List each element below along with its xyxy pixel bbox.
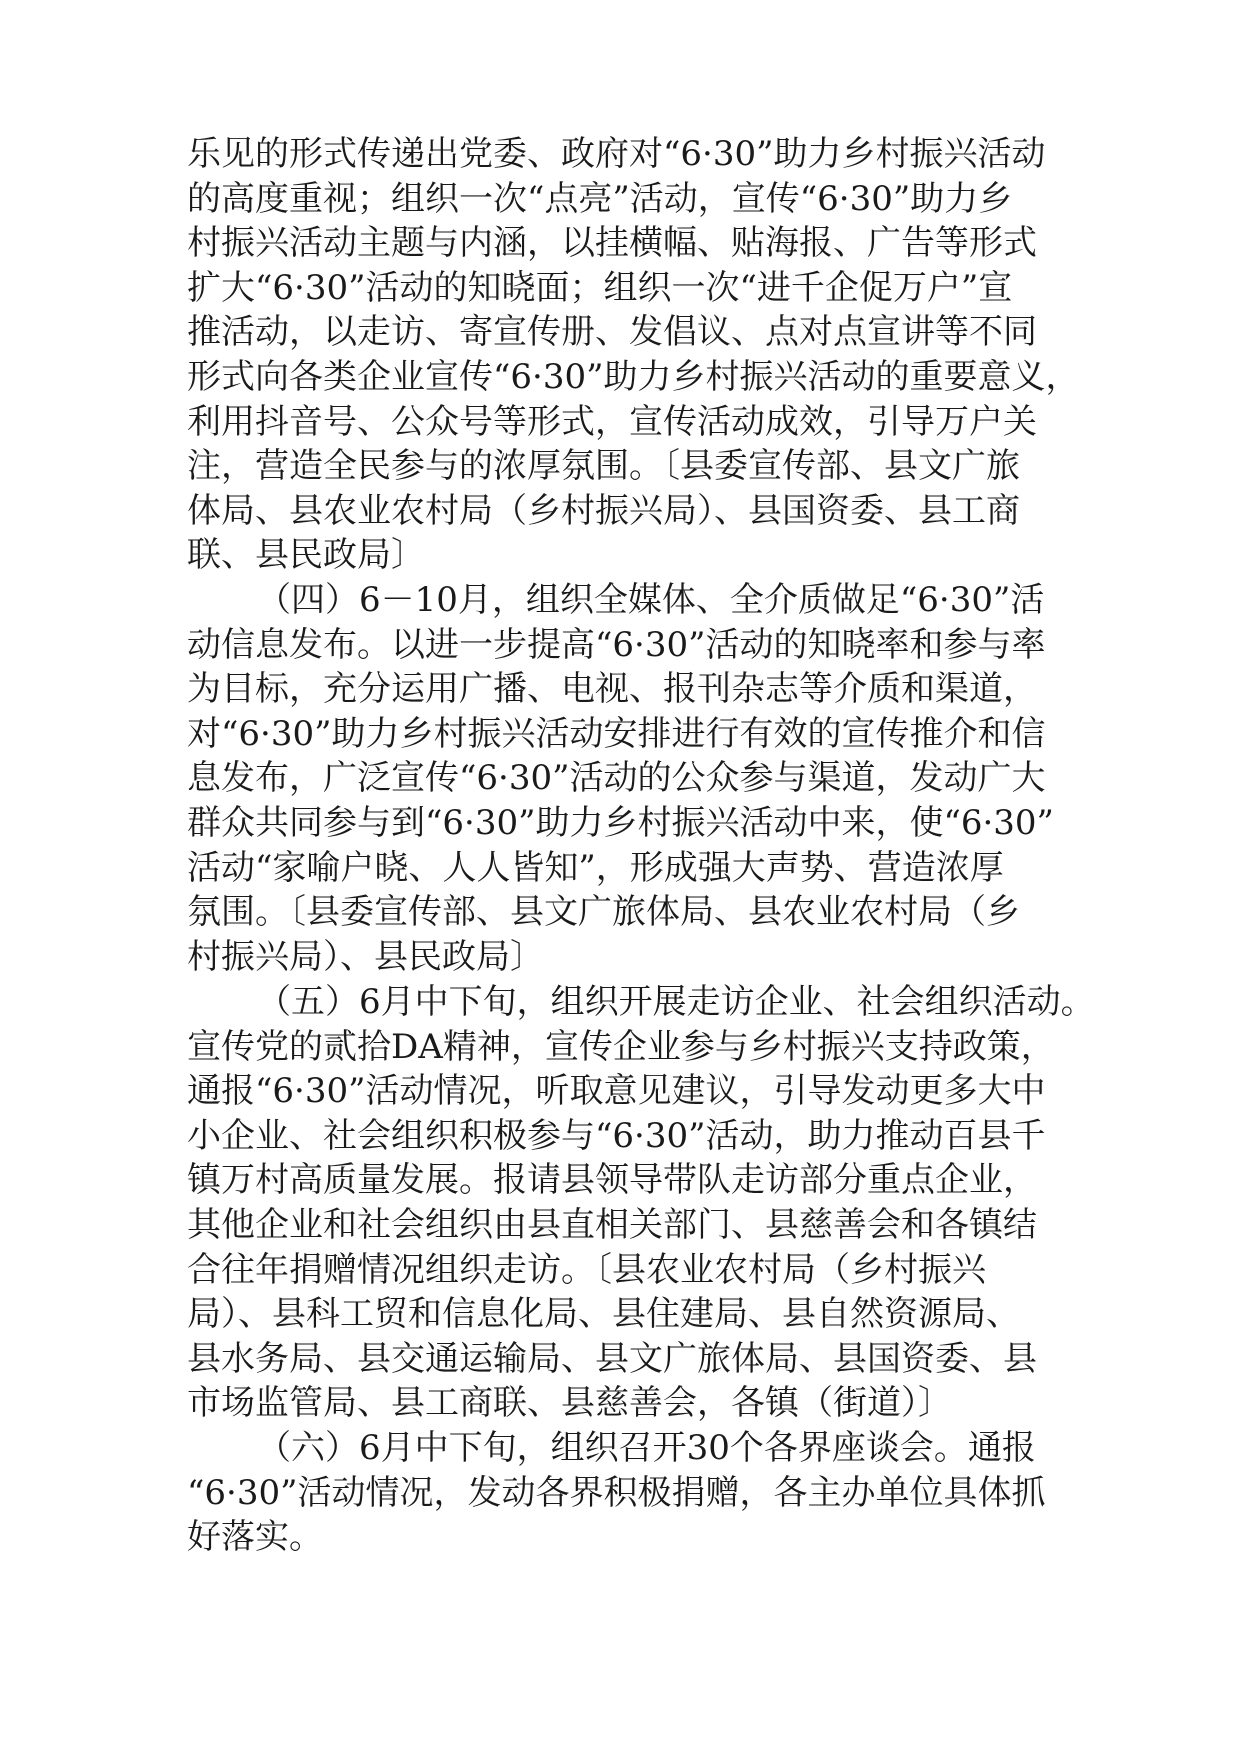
- paragraph-section-4: [187, 578, 1087, 979]
- text-line: 注，营造全民参与的浓厚氛围。〔县委宣传部、县文广旅: [187, 446, 1020, 487]
- text-line: 合往年捐赠情况组织走访。〔县农业农村局（乡村振兴: [187, 1249, 986, 1290]
- paragraph-section-5: [187, 980, 1095, 1426]
- text-line: 村振兴局）、县民政局〕: [187, 936, 544, 977]
- text-line: 推活动，以走访、寄宣传册、发倡议、点对点宣讲等不同: [187, 312, 1037, 353]
- text-line: 镇万村高质量发展。报请县领导带队走访部分重点企业，: [187, 1160, 1037, 1201]
- text-line: 动信息发布。以进一步提高“6·30”活动的知晓率和参与率: [187, 624, 1046, 665]
- paragraph-section-6: [187, 1426, 1087, 1560]
- text-line: 息发布，广泛宣传“6·30”活动的公众参与渠道，发动广大: [187, 758, 1046, 799]
- text-line: 好落实。: [187, 1517, 323, 1558]
- text-line: （五）6月中下旬，组织开展走访企业、社会组织活动。: [257, 982, 1095, 1022]
- text-line: 对“6·30”助力乡村振兴活动安排进行有效的宣传推介和信: [187, 713, 1046, 754]
- text-line: 小企业、社会组织积极参与“6·30”活动，助力推动百县千: [187, 1115, 1046, 1156]
- text-line: （四）6－10月，组织全媒体、全介质做足“6·30”活: [257, 580, 1045, 620]
- text-line: 通报“6·30”活动情况，听取意见建议，引导发动更多大中: [187, 1071, 1046, 1112]
- text-line: 形式向各类企业宣传“6·30”助力乡村振兴活动的重要意义，: [187, 356, 1080, 397]
- text-line: 的高度重视；组织一次“点亮”活动，宣传“6·30”助力乡: [187, 178, 1013, 219]
- text-line: “6·30”活动情况，发动各界积极捐赠，各主办单位具体抓: [187, 1472, 1046, 1513]
- text-line: 扩大“6·30”活动的知晓面；组织一次“进千企促万户”宣: [187, 267, 1013, 308]
- text-line: 群众共同参与到“6·30”助力乡村振兴活动中来，使“6·30”: [187, 802, 1054, 843]
- text-line: 利用抖音号、公众号等形式，宣传活动成效，引导万户关: [187, 401, 1037, 442]
- text-line: 市场监管局、县工商联、县慈善会，各镇（街道）〕: [187, 1383, 952, 1424]
- text-line: 宣传党的贰拾DA精神，宣传企业参与乡村振兴支持政策，: [187, 1026, 1055, 1067]
- text-line: 氛围。〔县委宣传部、县文广旅体局、县农业农村局（乡: [187, 892, 1020, 933]
- text-line: 县水务局、县交通运输局、县文广旅体局、县国资委、县: [187, 1338, 1037, 1379]
- text-line: 乐见的形式传递出党委、政府对“6·30”助力乡村振兴活动: [187, 134, 1046, 174]
- paragraph-continuation: [187, 132, 1087, 578]
- text-line: 村振兴活动主题与内涵，以挂横幅、贴海报、广告等形式: [187, 223, 1037, 264]
- text-line: 联、县民政局〕: [187, 535, 425, 576]
- text-line: 局）、县科工贸和信息化局、县住建局、县自然资源局、: [187, 1294, 1020, 1335]
- text-line: 活动“家喻户晓、人人皆知”，形成强大声势、营造浓厚: [187, 847, 1004, 888]
- text-line: 其他企业和社会组织由县直相关部门、县慈善会和各镇结: [187, 1204, 1037, 1245]
- text-line: 体局、县农业农村局（乡村振兴局）、县国资委、县工商: [187, 490, 1020, 531]
- text-line: （六）6月中下旬，组织召开30个各界座谈会。通报: [257, 1428, 1036, 1468]
- text-line: 为目标，充分运用广播、电视、报刊杂志等介质和渠道，: [187, 669, 1037, 710]
